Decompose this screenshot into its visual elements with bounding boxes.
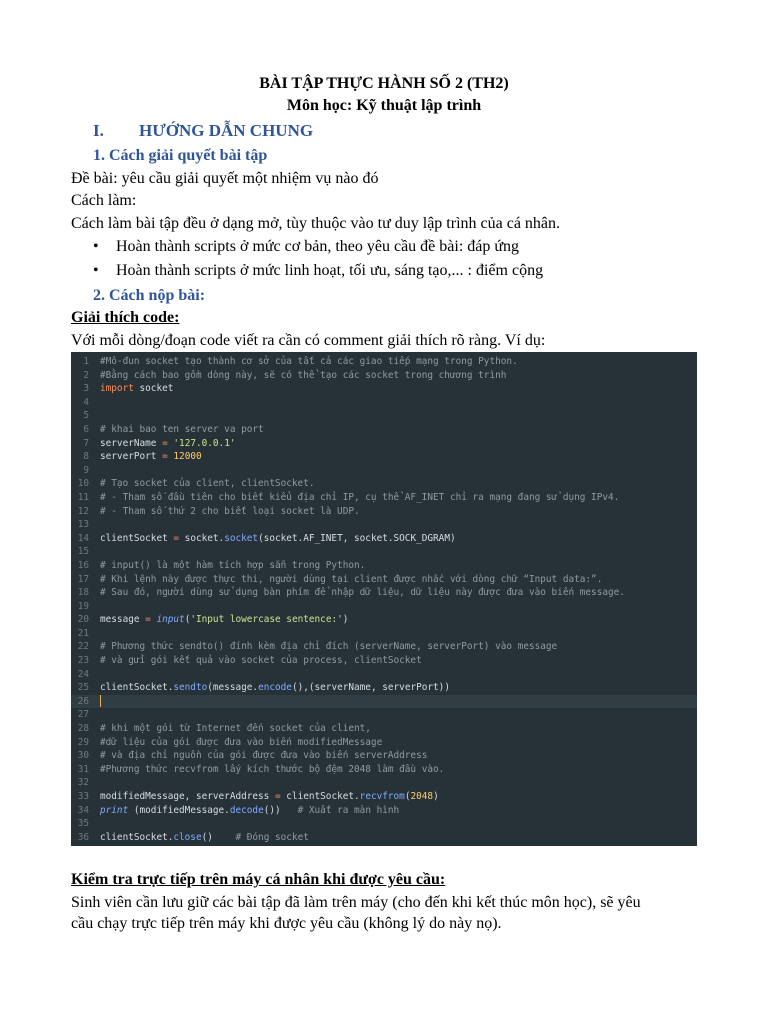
code-block <box>71 352 697 846</box>
code-line <box>71 804 697 818</box>
code-token: (message. <box>207 682 259 694</box>
document-title: BÀI TẬP THỰC HÀNH SỐ 2 (TH2) <box>259 75 509 92</box>
code-line <box>71 369 697 383</box>
code-text <box>100 763 444 777</box>
code-text <box>100 382 173 396</box>
code-text <box>100 477 314 491</box>
code-token: modifiedMessage, serverAddress <box>100 791 275 802</box>
code-token: #Phương thức recvfrom lấy kích thước bộ đệm 2048 làm đầu vào. <box>100 763 445 775</box>
code-line <box>71 586 697 600</box>
code-token: sendto <box>173 682 208 694</box>
line-number: 5 <box>83 410 89 422</box>
code-text <box>100 654 422 668</box>
code-token: (),(serverName, serverPort)) <box>291 682 450 694</box>
code-token: socket <box>224 532 259 544</box>
code-token: '127.0.0.1' <box>173 437 236 449</box>
code-line <box>71 790 697 804</box>
code-line <box>71 654 697 668</box>
code-text <box>100 369 506 383</box>
code-text <box>100 559 365 573</box>
code-line <box>71 708 697 722</box>
code-line <box>71 722 697 736</box>
code-token: # và gửi gói kết quả vào socket của process, clientSocket <box>100 655 422 667</box>
code-token: clientSocket. <box>280 791 360 802</box>
line-number: 3 <box>83 383 89 395</box>
code-token: recvfrom <box>359 791 405 802</box>
line-number: 20 <box>77 614 89 626</box>
code-line <box>71 437 697 451</box>
code-line <box>71 681 697 695</box>
code-line <box>71 396 697 410</box>
line-number: 33 <box>77 791 89 802</box>
line-number: 14 <box>77 532 89 544</box>
code-line <box>71 505 697 519</box>
line-number: 2 <box>83 369 89 381</box>
bullet-dot: • <box>93 238 99 255</box>
line-number: 29 <box>77 736 89 748</box>
line-number: 15 <box>77 546 89 558</box>
code-token: clientSocket. <box>100 682 174 694</box>
line-number: 1 <box>83 356 89 367</box>
code-token: ) <box>433 791 439 802</box>
code-token: serverName <box>100 437 163 449</box>
code-token: input <box>156 614 185 626</box>
line-number: 30 <box>77 750 89 762</box>
code-text <box>100 450 202 464</box>
code-token: () <box>201 831 236 843</box>
code-text <box>100 437 236 451</box>
code-token: ( <box>184 614 191 626</box>
line-number: 31 <box>77 763 89 775</box>
code-token: encode <box>258 682 292 694</box>
line-number: 6 <box>83 423 89 435</box>
code-text <box>100 681 450 695</box>
paragraph-check-line-2: cầu chạy trực tiếp trên máy khi được yêu cầu (không lý do này nọ). <box>71 915 502 932</box>
line-number: 19 <box>77 600 89 612</box>
bullet-text: Hoàn thành scripts ở mức linh hoạt, tối ưu, sáng tạo,... : điểm cộng <box>116 262 544 279</box>
code-token: = <box>162 437 168 449</box>
section-number: I. <box>93 121 104 140</box>
code-text <box>100 505 360 519</box>
code-line <box>71 409 697 423</box>
course-subtitle: Môn học: Kỹ thuật lập trình <box>286 97 482 114</box>
code-token: # Đóng socket <box>235 831 309 843</box>
line-number: 17 <box>77 573 89 585</box>
code-line <box>71 491 697 505</box>
code-token: #dữ liệu của gói được đưa vào biến modifiedMessage <box>100 736 383 748</box>
line-number: 11 <box>77 491 89 503</box>
code-text <box>100 831 309 845</box>
code-token: = <box>162 451 168 463</box>
line-number: 18 <box>77 587 89 599</box>
code-text <box>100 749 427 763</box>
code-line <box>71 817 697 831</box>
code-text <box>100 423 264 437</box>
code-token: #Bằng cách bao gồm dòng này, sẽ có thể tạo các socket trong chương trình <box>100 369 507 381</box>
code-token: 2048 <box>410 791 434 802</box>
line-number: 34 <box>77 804 89 816</box>
paragraph-explain: Với mỗi dòng/đoạn code viết ra cần có comment giải thích rõ ràng. Ví dụ: <box>71 332 546 349</box>
section-heading <box>93 121 313 141</box>
code-token: import <box>100 383 134 395</box>
code-line <box>71 613 697 627</box>
subheading-direct-check: Kiểm tra trực tiếp trên máy cá nhân khi được yêu cầu: <box>71 871 446 888</box>
line-number: 25 <box>77 682 89 694</box>
code-line <box>71 464 697 478</box>
code-token: # Xuất ra màn hình <box>297 804 400 816</box>
code-token: print <box>100 804 129 816</box>
code-token: message <box>100 614 146 626</box>
bullet-text: Hoàn thành scripts ở mức cơ bản, theo yêu cầu đề bài: đáp ứng <box>116 238 520 255</box>
code-lines <box>71 355 697 844</box>
code-token: socket. <box>179 532 225 544</box>
bullet-dot: • <box>93 262 99 279</box>
code-text <box>100 532 456 546</box>
code-line <box>71 518 697 532</box>
code-line <box>71 382 697 396</box>
code-token: clientSocket. <box>100 831 174 843</box>
code-line <box>71 573 697 587</box>
code-line <box>71 736 697 750</box>
code-line <box>71 559 697 573</box>
bullet-item-bonus <box>93 262 543 280</box>
code-token: clientSocket <box>100 532 174 544</box>
line-number: 36 <box>77 831 89 843</box>
bullet-item-basic <box>93 238 519 256</box>
code-text <box>100 804 399 818</box>
code-token: = <box>145 614 151 626</box>
code-line <box>71 450 697 464</box>
code-token: ) <box>342 614 349 626</box>
code-token: close <box>173 831 202 843</box>
line-number: 35 <box>77 818 89 830</box>
code-line <box>71 627 697 641</box>
line-number: 16 <box>77 559 89 571</box>
code-token: (socket.AF_INET, socket.SOCK_DGRAM) <box>258 532 456 544</box>
line-number: 28 <box>77 723 89 735</box>
code-line <box>71 763 697 777</box>
code-token: decode <box>229 804 264 816</box>
line-number: 27 <box>77 709 89 721</box>
code-token: # khi một gói từ Internet đến socket của client, <box>100 723 371 735</box>
code-text <box>100 573 602 587</box>
code-text <box>100 640 557 654</box>
heading-submit: 2. Cách nộp bài: <box>93 287 206 304</box>
code-token: # input() là một hàm tích hợp sẵn trong Python. <box>100 559 366 571</box>
text-cursor <box>100 695 101 707</box>
code-line <box>71 640 697 654</box>
paragraph-debai: Đề bài: yêu cầu giải quyết một nhiệm vụ nào đó <box>71 170 379 187</box>
line-number: 9 <box>83 464 89 476</box>
code-line <box>71 776 697 790</box>
line-number: 13 <box>77 519 89 531</box>
code-token: 'Input lowercase sentence:' <box>190 614 343 626</box>
code-line <box>71 831 697 845</box>
code-token: = <box>173 532 180 544</box>
code-token: (modifiedMessage. <box>128 804 230 816</box>
paragraph-cachlam-desc: Cách làm bài tập đều ở dạng mở, tùy thuộc vào tư duy lập trình của cá nhân. <box>71 215 561 232</box>
line-number: 12 <box>77 505 89 517</box>
code-text <box>100 790 439 804</box>
code-token: # - Tham số thứ 2 cho biết loại socket là UDP. <box>100 505 360 517</box>
line-number: 8 <box>83 451 89 463</box>
line-number: 22 <box>77 641 89 653</box>
code-line <box>71 749 697 763</box>
code-token: # Tạo socket của client, clientSocket. <box>100 478 315 490</box>
code-token: serverPort <box>100 451 163 463</box>
code-line <box>71 545 697 559</box>
line-number: 21 <box>77 627 89 639</box>
code-token: ( <box>404 791 411 802</box>
code-line <box>71 355 697 369</box>
code-token: # Phương thức sendto() đính kèm địa chỉ đích (serverName, serverPort) vào message <box>100 641 558 653</box>
code-text <box>100 736 382 750</box>
line-number: 7 <box>83 437 89 449</box>
code-token: 12000 <box>173 451 202 463</box>
code-text <box>100 491 619 505</box>
line-number: 10 <box>77 478 89 490</box>
subheading-explain-code: Giải thích code: <box>71 309 180 326</box>
line-number: 32 <box>77 777 89 789</box>
code-token: # và địa chỉ nguồn của gói được đưa vào biến serverAddress <box>100 750 428 762</box>
code-line <box>71 600 697 614</box>
code-text <box>100 355 518 369</box>
code-token: # Sau đó, người dùng sử dụng bàn phím để nhập dữ liệu, dữ liệu này được đưa vào biến message. <box>100 587 625 599</box>
code-token: #Mô-đun socket tạo thành cơ sở của tất cả các giao tiếp mạng trong Python. <box>100 356 518 367</box>
code-token: ()) <box>263 804 298 816</box>
code-text <box>100 586 625 600</box>
code-token: socket <box>133 383 174 395</box>
code-token: # - Tham số đầu tiên cho biết kiểu địa chỉ IP, cụ thể AF_INET chỉ ra mạng đang sử dụng IPv4. <box>100 491 620 503</box>
line-number: 4 <box>83 396 89 408</box>
code-line <box>71 477 697 491</box>
code-text <box>100 722 371 736</box>
code-line <box>71 532 697 546</box>
code-line <box>71 423 697 437</box>
heading-solve: 1. Cách giải quyết bài tập <box>93 147 268 164</box>
line-number: 23 <box>77 655 89 667</box>
code-token: = <box>274 791 281 802</box>
line-number: 24 <box>77 668 89 680</box>
code-token: # Khi lệnh này được thực thi, người dùng tại client được nhắc với dòng chữ “Input data:”. <box>100 573 603 585</box>
code-text <box>100 613 348 627</box>
paragraph-check-line-1: Sinh viên cần lưu giữ các bài tập đã làm trên máy (cho đến khi kết thúc môn học), sẽ yêu <box>71 894 641 911</box>
paragraph-cachlam: Cách làm: <box>71 192 137 209</box>
code-token: # khai bao ten server va port <box>100 423 264 435</box>
section-heading-text: HƯỚNG DẪN CHUNG <box>139 121 314 140</box>
code-line <box>71 668 697 682</box>
code-text <box>100 695 101 709</box>
code-line <box>71 695 697 709</box>
line-number: 26 <box>77 695 89 707</box>
